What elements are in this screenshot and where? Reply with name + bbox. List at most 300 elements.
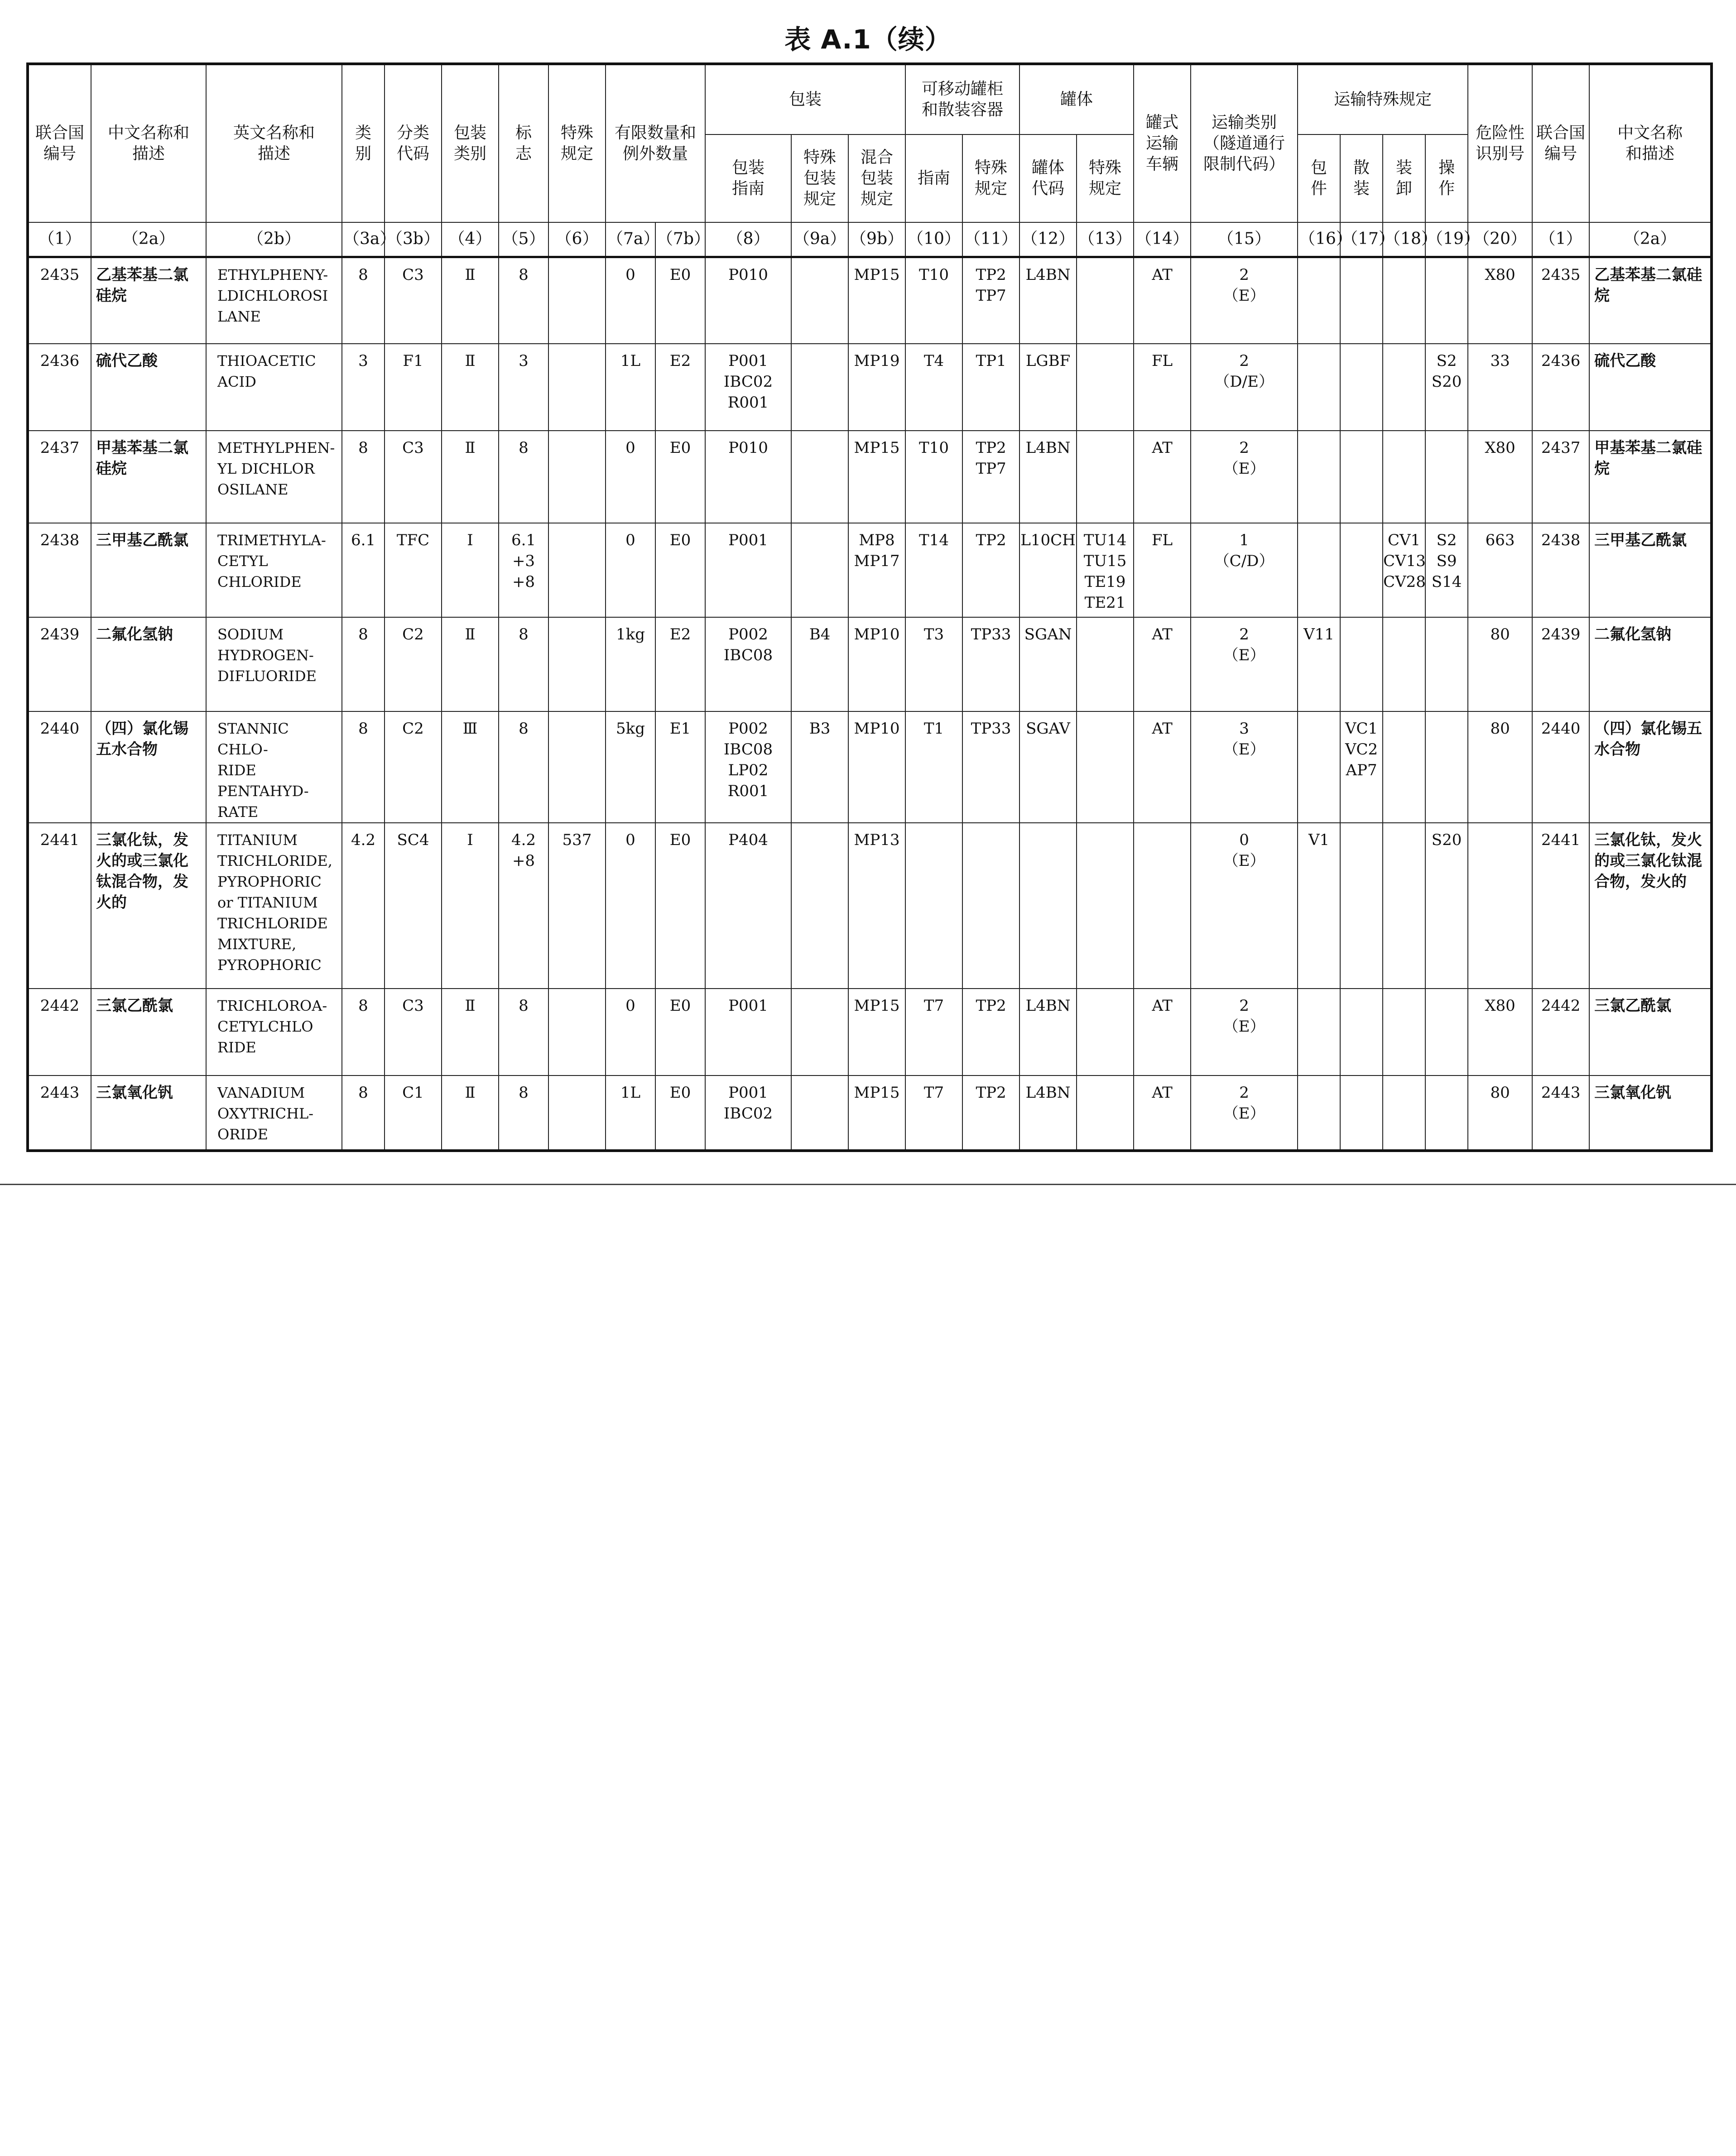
table-cell <box>1425 711 1468 823</box>
table-cell <box>1383 257 1425 344</box>
table-cell: 2437 <box>28 431 91 523</box>
table-cell: 2 （E） <box>1191 431 1298 523</box>
table-cell: 乙基苯基二氯硅烷 <box>1589 257 1712 344</box>
table-cell: ETHYLPHENY- LDICHLOROSI LANE <box>206 257 342 344</box>
table-cell: VANADIUM OXYTRICHL- ORIDE <box>206 1076 342 1151</box>
header-transport-category: 运输类别 （隧道通行 限制代码） <box>1191 64 1298 222</box>
table-cell: TP2 TP7 <box>962 431 1019 523</box>
table-cell: SGAN <box>1019 617 1077 711</box>
table-cell: 2 （E） <box>1191 617 1298 711</box>
table-row <box>28 257 1712 344</box>
table-cell: E2 <box>655 344 705 431</box>
table-cell: 4.2 <box>342 823 385 989</box>
table-cell: V1 <box>1298 823 1340 989</box>
table-cell: 33 <box>1468 344 1532 431</box>
column-number: （7b） <box>655 222 705 257</box>
table-row <box>28 523 1712 617</box>
table-cell <box>1298 711 1340 823</box>
table-cell: 1L <box>606 1076 655 1151</box>
table-cell: TU14 TU15 TE19 TE21 <box>1077 523 1134 617</box>
table-cell: X80 <box>1468 431 1532 523</box>
table-cell: TP2 <box>962 523 1019 617</box>
table-cell <box>1383 344 1425 431</box>
header-special-packing: 特殊 包装 规定 <box>791 134 848 222</box>
table-cell: X80 <box>1468 989 1532 1076</box>
table-cell: P001 <box>705 989 791 1076</box>
table-cell <box>1298 431 1340 523</box>
table-cell: 三氯氧化钒 <box>91 1076 206 1151</box>
table-cell: FL <box>1134 523 1191 617</box>
column-number: （7a） <box>606 222 655 257</box>
table-cell: 2443 <box>28 1076 91 1151</box>
table-cell: T3 <box>905 617 962 711</box>
table-row <box>28 823 1712 989</box>
table-cell: 硫代乙酸 <box>91 344 206 431</box>
column-number: （1） <box>1532 222 1589 257</box>
table-cell: 8 <box>342 1076 385 1151</box>
table-cell: 三氯乙酰氯 <box>91 989 206 1076</box>
table-cell <box>791 344 848 431</box>
column-number: （6） <box>548 222 606 257</box>
table-cell: 三氯乙酰氯 <box>1589 989 1712 1076</box>
table-cell: E0 <box>655 431 705 523</box>
table-cell: C3 <box>385 989 442 1076</box>
table-cell: L4BN <box>1019 431 1077 523</box>
table-cell: P002 IBC08 <box>705 617 791 711</box>
table-row <box>28 344 1712 431</box>
table-cell: 0 <box>606 257 655 344</box>
column-number: （1） <box>28 222 91 257</box>
header-portable-instructions: 指南 <box>905 134 962 222</box>
table-cell <box>1298 1076 1340 1151</box>
table-cell: P404 <box>705 823 791 989</box>
table-cell: TP2 <box>962 1076 1019 1151</box>
header-packing-group: 包装 类别 <box>442 64 499 222</box>
table-cell: 1kg <box>606 617 655 711</box>
table-cell: 6.1 +3 +8 <box>499 523 548 617</box>
header-tank-code: 罐体 代码 <box>1019 134 1077 222</box>
table-cell: E1 <box>655 711 705 823</box>
table-cell: FL <box>1134 344 1191 431</box>
table-cell <box>1383 711 1425 823</box>
table-cell: T14 <box>905 523 962 617</box>
table-cell: 8 <box>342 989 385 1076</box>
dangerous-goods-table <box>26 62 1713 1152</box>
header-sp-operation: 操 作 <box>1425 134 1468 222</box>
table-cell: TRIMETHYLA- CETYL CHLORIDE <box>206 523 342 617</box>
table-cell: 3 <box>499 344 548 431</box>
table-cell: 三氯化钛，发火的或三氯化钛混合物，发火的 <box>91 823 206 989</box>
table-cell: 三甲基乙酰氯 <box>1589 523 1712 617</box>
table-cell: Ⅱ <box>442 1076 499 1151</box>
page-divider <box>0 1184 1736 1185</box>
table-cell: 0 <box>606 431 655 523</box>
table-cell: 8 <box>499 617 548 711</box>
header-special-transport-provisions: 运输特殊规定 <box>1298 64 1468 134</box>
table-cell: 80 <box>1468 711 1532 823</box>
header-sp-bulk: 散 装 <box>1340 134 1383 222</box>
column-number: （9a） <box>791 222 848 257</box>
table-cell: C3 <box>385 431 442 523</box>
table-cell: AT <box>1134 257 1191 344</box>
header-label: 标 志 <box>499 64 548 222</box>
header-tank-special: 特殊 规定 <box>1077 134 1134 222</box>
table-cell: AT <box>1134 989 1191 1076</box>
table-cell: TFC <box>385 523 442 617</box>
column-number: （2a） <box>91 222 206 257</box>
table-cell <box>548 431 606 523</box>
table-cell: C3 <box>385 257 442 344</box>
table-cell: T1 <box>905 711 962 823</box>
table-cell <box>1425 617 1468 711</box>
table-cell <box>1298 523 1340 617</box>
table-cell: 2438 <box>28 523 91 617</box>
column-number: （18） <box>1383 222 1425 257</box>
table-cell: 6.1 <box>342 523 385 617</box>
table-cell <box>791 523 848 617</box>
table-cell: 2438 <box>1532 523 1589 617</box>
column-number: （12） <box>1019 222 1077 257</box>
table-cell <box>1340 344 1383 431</box>
table-cell: AT <box>1134 1076 1191 1151</box>
table-cell: THIOACETIC ACID <box>206 344 342 431</box>
table-cell: 8 <box>342 617 385 711</box>
column-number: （2a） <box>1589 222 1712 257</box>
table-cell <box>1077 344 1134 431</box>
table-cell: Ⅰ <box>442 523 499 617</box>
table-cell: 1 （C/D） <box>1191 523 1298 617</box>
table-cell: P001 IBC02 R001 <box>705 344 791 431</box>
table-cell <box>1340 257 1383 344</box>
table-cell: Ⅰ <box>442 823 499 989</box>
column-number: （20） <box>1468 222 1532 257</box>
header-hazard-id: 危险性 识别号 <box>1468 64 1532 222</box>
table-cell <box>548 617 606 711</box>
table-cell <box>791 989 848 1076</box>
column-number: （4） <box>442 222 499 257</box>
table-cell: TP33 <box>962 711 1019 823</box>
table-cell <box>1383 431 1425 523</box>
table-cell: AT <box>1134 711 1191 823</box>
table-cell: L4BN <box>1019 1076 1077 1151</box>
table-cell <box>1077 1076 1134 1151</box>
table-cell: 8 <box>499 257 548 344</box>
table-cell: 663 <box>1468 523 1532 617</box>
table-cell: 0 <box>606 523 655 617</box>
table-cell: T10 <box>905 257 962 344</box>
table-cell: B4 <box>791 617 848 711</box>
table-cell: VC1 VC2 AP7 <box>1340 711 1383 823</box>
table-cell: 2441 <box>28 823 91 989</box>
table-cell <box>1340 989 1383 1076</box>
table-cell: E0 <box>655 523 705 617</box>
table-cell: P001 <box>705 523 791 617</box>
table-cell <box>962 823 1019 989</box>
table-cell: TITANIUM TRICHLORIDE, PYROPHORIC or TITANIUM TRICHLORIDE MIXTURE, PYROPHORIC <box>206 823 342 989</box>
column-number: （8） <box>705 222 791 257</box>
table-cell: SODIUM HYDROGEN- DIFLUORIDE <box>206 617 342 711</box>
table-cell: 8 <box>342 431 385 523</box>
table-cell: F1 <box>385 344 442 431</box>
table-cell: 3 （E） <box>1191 711 1298 823</box>
table-cell: MP15 <box>848 989 905 1076</box>
table-cell: P010 <box>705 431 791 523</box>
table-cell <box>1383 1076 1425 1151</box>
table-cell: AT <box>1134 431 1191 523</box>
table-cell: 硫代乙酸 <box>1589 344 1712 431</box>
table-cell: E0 <box>655 989 705 1076</box>
table-cell: P010 <box>705 257 791 344</box>
table-cell: T7 <box>905 989 962 1076</box>
table-cell: Ⅱ <box>442 344 499 431</box>
header-classification-code: 分类 代码 <box>385 64 442 222</box>
header-tank: 罐体 <box>1019 64 1134 134</box>
table-cell: Ⅱ <box>442 257 499 344</box>
table-cell: 2442 <box>1532 989 1589 1076</box>
table-cell <box>1340 617 1383 711</box>
table-cell: 2439 <box>1532 617 1589 711</box>
table-row <box>28 617 1712 711</box>
table-cell: 8 <box>342 257 385 344</box>
table-cell: 4.2 +8 <box>499 823 548 989</box>
table-cell: P001 IBC02 <box>705 1076 791 1151</box>
table-cell: V11 <box>1298 617 1340 711</box>
table-cell: 2 （D/E） <box>1191 344 1298 431</box>
table-cell: 0 （E） <box>1191 823 1298 989</box>
table-cell <box>1383 823 1425 989</box>
header-mixed-packing: 混合 包装 规定 <box>848 134 905 222</box>
table-cell <box>1077 823 1134 989</box>
table-cell <box>1468 823 1532 989</box>
table-cell: T10 <box>905 431 962 523</box>
table-cell <box>1425 1076 1468 1151</box>
table-cell <box>791 431 848 523</box>
table-cell: E0 <box>655 257 705 344</box>
table-cell <box>1077 617 1134 711</box>
column-number: （5） <box>499 222 548 257</box>
table-cell: P002 IBC08 LP02 R001 <box>705 711 791 823</box>
table-cell: 三甲基乙酰氯 <box>91 523 206 617</box>
table-cell: 二氟化氢钠 <box>1589 617 1712 711</box>
table-cell: 2437 <box>1532 431 1589 523</box>
table-cell: MP15 <box>848 431 905 523</box>
table-cell <box>548 1076 606 1151</box>
table-cell: 甲基苯基二氯硅烷 <box>91 431 206 523</box>
table-cell: 2435 <box>28 257 91 344</box>
table-cell <box>548 344 606 431</box>
table-cell: MP15 <box>848 1076 905 1151</box>
table-cell: LGBF <box>1019 344 1077 431</box>
table-cell: 8 <box>499 711 548 823</box>
column-number: （19） <box>1425 222 1468 257</box>
table-cell <box>1298 257 1340 344</box>
table-row <box>28 431 1712 523</box>
table-cell: SC4 <box>385 823 442 989</box>
table-cell <box>1425 989 1468 1076</box>
table-cell: 80 <box>1468 617 1532 711</box>
table-cell: MP8 MP17 <box>848 523 905 617</box>
table-cell: 2436 <box>28 344 91 431</box>
table-cell <box>1077 431 1134 523</box>
table-cell: TRICHLOROA- CETYLCHLO RIDE <box>206 989 342 1076</box>
table-cell <box>548 989 606 1076</box>
table-cell: MP10 <box>848 711 905 823</box>
header-chinese-name: 中文名称和 描述 <box>91 64 206 222</box>
table-cell: 2440 <box>28 711 91 823</box>
table-cell <box>791 1076 848 1151</box>
table-cell: L4BN <box>1019 257 1077 344</box>
table-cell: 2443 <box>1532 1076 1589 1151</box>
table-cell: S2 S9 S14 <box>1425 523 1468 617</box>
column-number: （3b） <box>385 222 442 257</box>
table-cell: 2442 <box>28 989 91 1076</box>
table-cell: TP2 <box>962 989 1019 1076</box>
header-portable-special: 特殊 规定 <box>962 134 1019 222</box>
table-cell: T4 <box>905 344 962 431</box>
column-number: （14） <box>1134 222 1191 257</box>
table-cell: STANNIC CHLO- RIDE PENTAHYD- RATE <box>206 711 342 823</box>
table-cell <box>1340 523 1383 617</box>
table-cell: T7 <box>905 1076 962 1151</box>
table-cell: 8 <box>342 711 385 823</box>
table-cell <box>905 823 962 989</box>
table-cell: （四）氯化锡五水合物 <box>91 711 206 823</box>
table-cell: 二氟化氢钠 <box>91 617 206 711</box>
table-cell: 0 <box>606 823 655 989</box>
column-number: （2b） <box>206 222 342 257</box>
column-number: （15） <box>1191 222 1298 257</box>
table-cell: TP33 <box>962 617 1019 711</box>
table-cell: Ⅱ <box>442 431 499 523</box>
table-cell <box>1340 1076 1383 1151</box>
table-cell: 8 <box>499 431 548 523</box>
table-cell: CV1 CV13 CV28 <box>1383 523 1425 617</box>
header-limited-quantity: 有限数量和 例外数量 <box>606 64 705 222</box>
table-cell <box>1298 989 1340 1076</box>
header-english-name: 英文名称和 描述 <box>206 64 342 222</box>
table-cell: C1 <box>385 1076 442 1151</box>
table-cell: Ⅱ <box>442 989 499 1076</box>
table-cell: C2 <box>385 617 442 711</box>
table-cell: 3 <box>342 344 385 431</box>
table-row <box>28 1076 1712 1151</box>
table-cell: 乙基苯基二氯硅烷 <box>91 257 206 344</box>
table-cell: E0 <box>655 1076 705 1151</box>
table-cell <box>1298 344 1340 431</box>
table-cell <box>1383 989 1425 1076</box>
header-tank-vehicle: 罐式 运输 车辆 <box>1134 64 1191 222</box>
table-cell: C2 <box>385 711 442 823</box>
table-cell: E2 <box>655 617 705 711</box>
table-cell: L10CH <box>1019 523 1077 617</box>
table-cell: L4BN <box>1019 989 1077 1076</box>
table-cell: 2 （E） <box>1191 1076 1298 1151</box>
table-cell <box>1383 617 1425 711</box>
table-cell: MP19 <box>848 344 905 431</box>
column-number: （9b） <box>848 222 905 257</box>
table-cell: S2 S20 <box>1425 344 1468 431</box>
header-packing-instructions: 包装 指南 <box>705 134 791 222</box>
column-number: （11） <box>962 222 1019 257</box>
table-cell: MP13 <box>848 823 905 989</box>
column-number: （10） <box>905 222 962 257</box>
column-number: （17） <box>1340 222 1383 257</box>
table-cell: （四）氯化锡五水合物 <box>1589 711 1712 823</box>
column-number-row <box>28 222 1712 257</box>
table-cell <box>1077 989 1134 1076</box>
header-sp-packages: 包 件 <box>1298 134 1340 222</box>
table-cell: Ⅱ <box>442 617 499 711</box>
table-cell <box>1340 431 1383 523</box>
header-chinese-name-right: 中文名称 和描述 <box>1589 64 1712 222</box>
table-title: 表 A.1（续） <box>784 24 952 55</box>
table-cell: 三氯化钛，发火的或三氯化钛混合物，发火的 <box>1589 823 1712 989</box>
table-cell: 2440 <box>1532 711 1589 823</box>
table-cell: MP10 <box>848 617 905 711</box>
table-cell <box>548 257 606 344</box>
table-cell: 三氯氧化钒 <box>1589 1076 1712 1151</box>
table-cell: B3 <box>791 711 848 823</box>
table-cell: X80 <box>1468 257 1532 344</box>
table-cell <box>548 523 606 617</box>
table-body <box>28 257 1712 1151</box>
table-cell: 2435 <box>1532 257 1589 344</box>
table-cell: 80 <box>1468 1076 1532 1151</box>
table-cell: METHYLPHEN- YL DICHLOR OSILANE <box>206 431 342 523</box>
table-cell <box>791 823 848 989</box>
column-number: （13） <box>1077 222 1134 257</box>
table-cell: 2439 <box>28 617 91 711</box>
table-cell: 2 （E） <box>1191 257 1298 344</box>
header-un-number: 联合国 编号 <box>28 64 91 222</box>
table-row <box>28 989 1712 1076</box>
table-cell: 1L <box>606 344 655 431</box>
table-cell: 0 <box>606 989 655 1076</box>
table-cell: 2 （E） <box>1191 989 1298 1076</box>
table-cell: AT <box>1134 617 1191 711</box>
table-cell: 2436 <box>1532 344 1589 431</box>
table-cell: 8 <box>499 1076 548 1151</box>
table-cell <box>1019 823 1077 989</box>
table-cell <box>548 711 606 823</box>
table-cell <box>1425 431 1468 523</box>
header-portable-tanks: 可移动罐柜 和散装容器 <box>905 64 1019 134</box>
header-un-number-right: 联合国 编号 <box>1532 64 1589 222</box>
table-cell: TP1 <box>962 344 1019 431</box>
column-number: （16） <box>1298 222 1340 257</box>
table-cell: TP2 TP7 <box>962 257 1019 344</box>
table-cell: 甲基苯基二氯硅烷 <box>1589 431 1712 523</box>
table-row <box>28 711 1712 823</box>
table-cell <box>1077 711 1134 823</box>
table-cell: Ⅲ <box>442 711 499 823</box>
table-cell: 5kg <box>606 711 655 823</box>
header-packaging: 包装 <box>705 64 905 134</box>
table-cell: S20 <box>1425 823 1468 989</box>
table-cell: 8 <box>499 989 548 1076</box>
table-cell <box>1340 823 1383 989</box>
table-cell <box>1077 257 1134 344</box>
column-number: （3a） <box>342 222 385 257</box>
header-special-provisions: 特殊 规定 <box>548 64 606 222</box>
header-class: 类 别 <box>342 64 385 222</box>
table-cell: 2441 <box>1532 823 1589 989</box>
table-cell <box>1134 823 1191 989</box>
table-cell: MP15 <box>848 257 905 344</box>
table-cell: E0 <box>655 823 705 989</box>
table-cell: 537 <box>548 823 606 989</box>
table-cell <box>1425 257 1468 344</box>
